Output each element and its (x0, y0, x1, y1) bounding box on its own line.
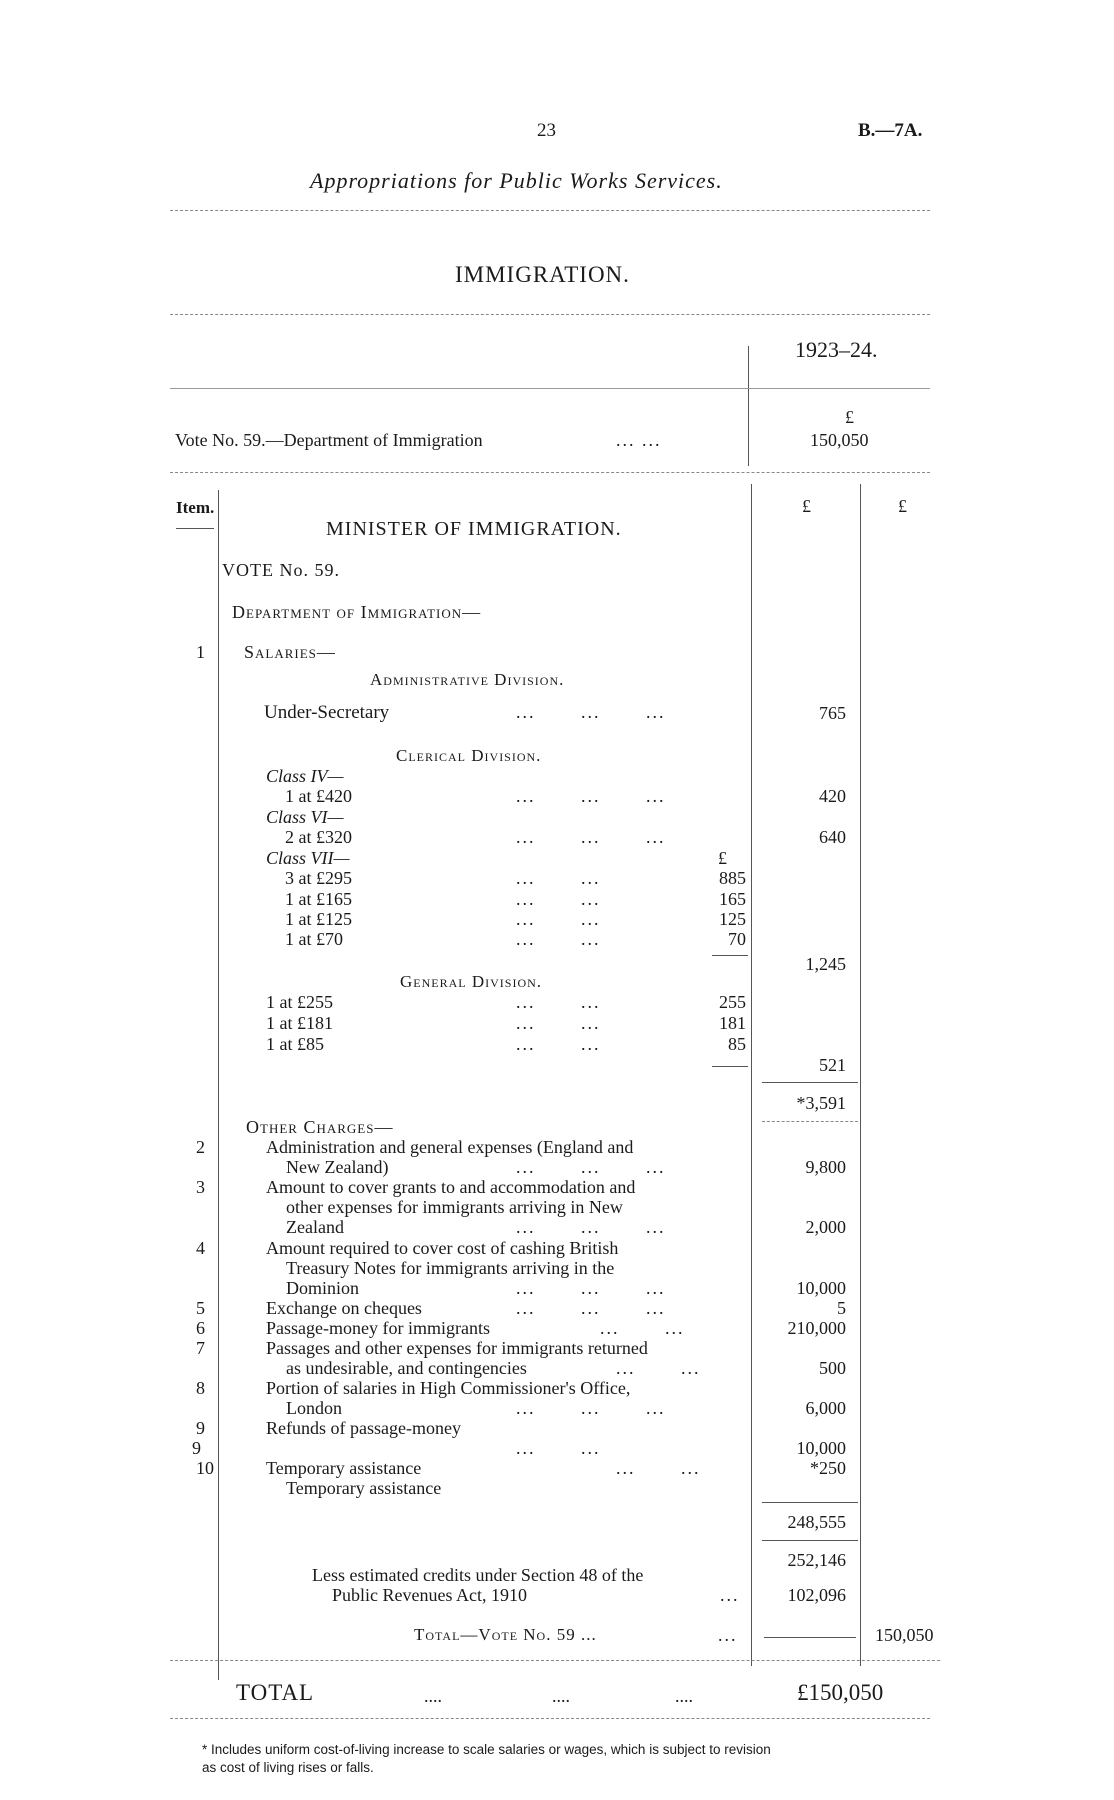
general-subtotal-rule (712, 1066, 748, 1067)
footnote-line: * Includes uniform cost-of-living increase to scale salaries or wages, which is subject to revision (202, 1742, 771, 1757)
item-description-line: Refunds of passage-money (266, 1418, 461, 1438)
vote-heading: VOTE No. 59. (222, 560, 340, 580)
class-vi-amount: 640 (819, 827, 846, 847)
leader: ... (720, 1585, 740, 1605)
minister-heading: MINISTER OF IMMIGRATION. (326, 518, 622, 540)
header-divider (170, 210, 930, 211)
item-number: 9 (196, 1418, 205, 1438)
leader: ... ... (516, 1438, 601, 1458)
salaries-total-divider (762, 1121, 858, 1122)
class-vii-amount: 125 (719, 909, 746, 929)
item-amount: 9,800 (805, 1157, 846, 1177)
item-number: 4 (196, 1238, 205, 1258)
leader: ... ... ... (516, 786, 666, 806)
salaries-total: *3,591 (796, 1093, 846, 1113)
leader: ... ... ... (516, 827, 666, 847)
summary-header-rule (170, 388, 930, 389)
item-column-divider (218, 490, 219, 1680)
leader: ... ... (516, 929, 601, 949)
class-vii-total: 1,245 (805, 954, 846, 974)
leader: ... ... ... (516, 1298, 666, 1318)
item-description-line: Temporary assistance (286, 1478, 442, 1498)
item-number: 9 (192, 1438, 201, 1458)
less-credits-line: Public Revenues Act, 1910 (332, 1585, 527, 1605)
item-number: 10 (196, 1458, 214, 1478)
item-description-line: Passages and other expenses for immigrants returned (266, 1338, 648, 1358)
class-vii-line: 1 at £125 (285, 909, 352, 929)
item-header: Item. (176, 498, 215, 517)
leader: ... ... (516, 992, 601, 1012)
item-description-line: Administration and general expenses (England and (266, 1137, 634, 1157)
vote-label: Vote No. 59.—Department of Immigration (175, 430, 483, 450)
total-vote-label: Total—Vote No. 59 ... (414, 1625, 597, 1644)
item-amount: 2,000 (805, 1217, 846, 1237)
leader: ... ... (600, 1318, 685, 1338)
leader: ... ... ... (516, 1398, 666, 1418)
under-secretary-label: Under-Secretary (264, 702, 390, 723)
grand-total-divider (170, 1718, 930, 1719)
general-line: 1 at £255 (266, 992, 333, 1012)
under-secretary-amount: 765 (819, 703, 846, 723)
footnote-line: as cost of living rises or falls. (202, 1760, 374, 1775)
general-amount: 255 (719, 992, 746, 1012)
leader: ... ... (516, 1013, 601, 1033)
general-total: 521 (819, 1055, 846, 1075)
leader: ... ... (516, 909, 601, 929)
item-amount: 210,000 (787, 1318, 846, 1338)
table-bottom-divider (170, 1660, 940, 1661)
section-divider (170, 314, 930, 315)
item-description-line: Zealand (286, 1217, 344, 1237)
class-vi-line: 2 at £320 (285, 827, 352, 847)
item-number: 3 (196, 1177, 205, 1197)
summary-divider (170, 472, 930, 473)
header-title: Appropriations for Public Works Services. (310, 168, 723, 193)
grand-total-dots: .... (675, 1686, 693, 1706)
item-number: 5 (196, 1298, 205, 1318)
other-charges-total: 248,555 (787, 1512, 846, 1532)
item-description-line: Treasury Notes for immigrants arriving in the (286, 1258, 615, 1278)
document-reference: B.—7A. (858, 120, 923, 141)
vote-amount: 150,050 (810, 430, 869, 450)
item-description-line: Amount required to cover cost of cashing British (266, 1238, 619, 1258)
leader: ... ... (516, 1034, 601, 1054)
general-division: General Division. (400, 972, 543, 991)
class-vii-amount: 70 (728, 929, 746, 949)
leader: ... ... ... (516, 1278, 666, 1298)
item-description-line: New Zealand) (286, 1157, 389, 1177)
item-description-line: as undesirable, and contingencies (286, 1358, 527, 1378)
item-number: 7 (196, 1338, 205, 1358)
leader: ... ... (516, 889, 601, 909)
grand-total-dots: .... (552, 1686, 570, 1706)
summary-column-divider (748, 346, 749, 466)
leader: ... ... (516, 868, 601, 888)
salaries-total-rule (762, 1082, 858, 1083)
item-number-1: 1 (196, 642, 205, 662)
class-vi-label: Class VI— (266, 807, 344, 827)
salaries-heading: Salaries— (244, 642, 336, 662)
other-charges-total-rule (762, 1502, 858, 1503)
item-description-line: Temporary assistance (266, 1458, 422, 1478)
class-vii-subtotal-rule (712, 955, 748, 956)
administrative-division: Administrative Division. (370, 670, 565, 689)
grand-subtotal: 252,146 (787, 1550, 846, 1570)
class-iv-line: 1 at £420 (285, 786, 352, 806)
item-number: 2 (196, 1137, 205, 1157)
general-line: 1 at £85 (266, 1034, 324, 1054)
leader: ... ... ... (516, 1157, 666, 1177)
class-vii-line: 1 at £70 (285, 929, 343, 949)
leader: ... ... ... (516, 1217, 666, 1237)
item-description-line: Portion of salaries in High Commissioner's Office, (266, 1378, 631, 1398)
amount-column-divider-1 (751, 484, 752, 1666)
other-charges-heading: Other Charges— (246, 1117, 394, 1137)
general-amount: 85 (728, 1034, 746, 1054)
summary-currency: £ (845, 407, 854, 427)
class-vii-amount: 885 (719, 868, 746, 888)
item-description-line: other expenses for immigrants arriving in New (286, 1197, 623, 1217)
item-description-line: Amount to cover grants to and accommodation and (266, 1177, 636, 1197)
item-amount: 10,000 (796, 1438, 846, 1458)
item-number: 8 (196, 1378, 205, 1398)
class-iv-amount: 420 (819, 786, 846, 806)
section-title: IMMIGRATION. (455, 262, 630, 287)
class-vii-amount: 165 (719, 889, 746, 909)
grand-total-amount: £150,050 (797, 1680, 884, 1705)
item-number: 6 (196, 1318, 205, 1338)
item-amount: 5 (837, 1298, 846, 1318)
class-vii-label: Class VII— (266, 848, 350, 868)
less-credits-line: Less estimated credits under Section 48 of the (312, 1565, 644, 1585)
class-iv-label: Class IV— (266, 766, 344, 786)
currency-col1: £ (802, 496, 811, 516)
amount-column-divider-2 (860, 484, 861, 1666)
item-amount: 6,000 (805, 1398, 846, 1418)
class-vii-line: 1 at £165 (285, 889, 352, 909)
general-line: 1 at £181 (266, 1013, 333, 1033)
grand-total-dots: .... (424, 1686, 442, 1706)
general-amount: 181 (719, 1013, 746, 1033)
leader: ... (718, 1625, 738, 1645)
less-credits-amount: 102,096 (787, 1585, 846, 1605)
department-heading: Department of Immigration— (232, 602, 482, 622)
grand-subtotal-rule (762, 1540, 858, 1541)
item-description-line: Exchange on cheques (266, 1298, 422, 1318)
leader: ... ... (616, 1458, 701, 1478)
item-description-line: Passage-money for immigrants (266, 1318, 490, 1338)
leader: ... ... (616, 1358, 701, 1378)
total-vote-amount: 150,050 (875, 1625, 934, 1645)
item-description-line: Dominion (286, 1278, 360, 1298)
class-vii-line: 3 at £295 (285, 868, 352, 888)
class-vii-currency: £ (718, 848, 727, 868)
page-number: 23 (537, 120, 556, 141)
currency-col2: £ (898, 496, 907, 516)
vote-leader: ... ... (616, 430, 662, 450)
item-amount: 10,000 (796, 1278, 846, 1298)
item-description-line: London (286, 1398, 342, 1418)
item-amount: 500 (819, 1358, 846, 1378)
total-vote-rule (764, 1637, 856, 1638)
item-header-rule (176, 528, 214, 529)
item-amount: *250 (810, 1458, 846, 1478)
clerical-division: Clerical Division. (396, 746, 542, 765)
year-heading: 1923–24. (795, 337, 878, 362)
grand-total-label: TOTAL (236, 1680, 315, 1705)
leader: ... ... ... (516, 702, 666, 722)
